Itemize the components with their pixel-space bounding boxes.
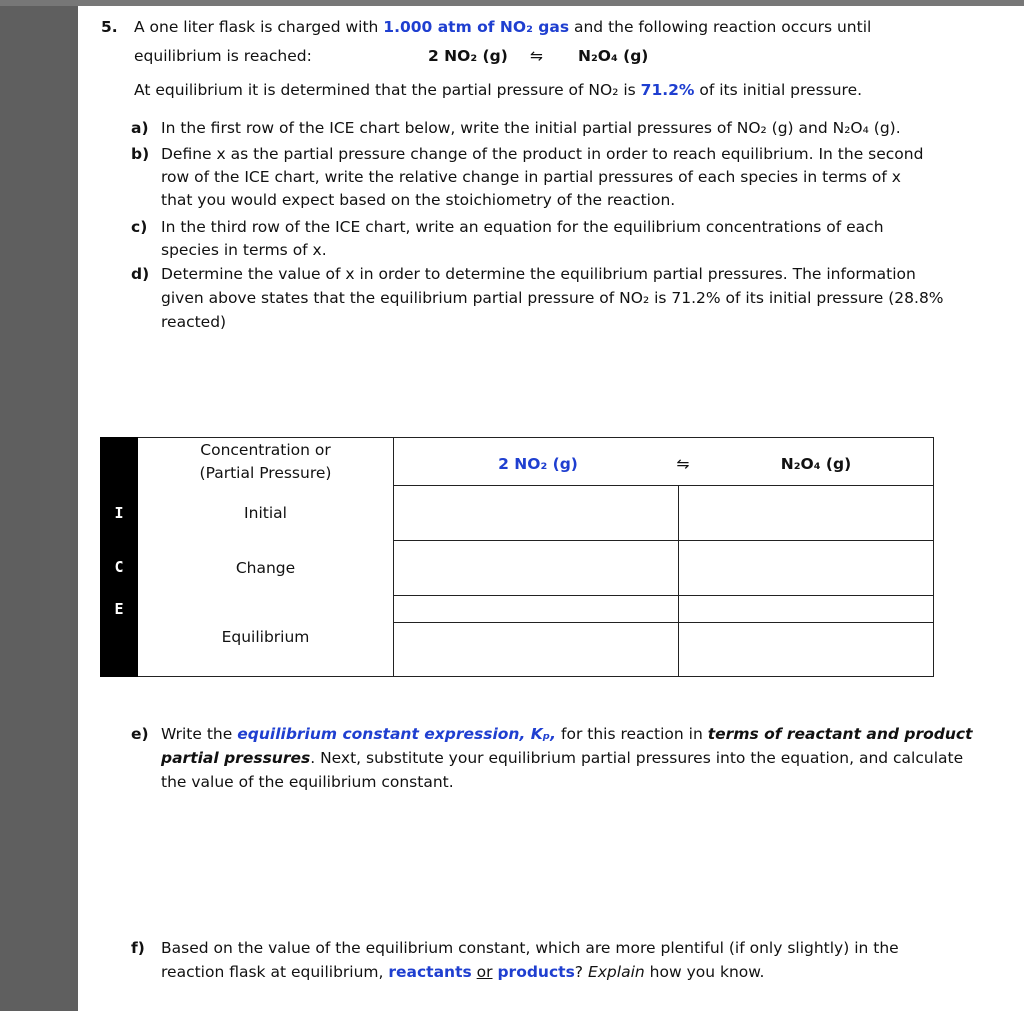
equilibrium-percent: 71.2% <box>640 81 695 99</box>
kp-term: equilibrium constant expression, Kₚ, <box>237 725 557 743</box>
part-e-line3: the value of the equilibrium constant. <box>161 773 454 791</box>
ice-chart-table <box>138 437 934 677</box>
ice-letter-i: I <box>114 504 124 522</box>
part-f-line1: Based on the value of the equilibrium constant, which are more plentiful (if only slightly) in the <box>161 939 899 957</box>
reaction-product: N₂O₄ (g) <box>578 47 649 65</box>
part-d-label: d) <box>131 265 150 283</box>
ice-row-equilibrium: Equilibrium <box>221 628 310 646</box>
part-c-line2: species in terms of x. <box>161 241 327 259</box>
ice-letter-bar <box>100 437 138 677</box>
ice-cell-initial-product[interactable] <box>679 486 933 540</box>
ice-row-initial: Initial <box>244 504 287 522</box>
ice-cell-initial-reactant[interactable] <box>394 486 678 540</box>
question-intro-line2: equilibrium is reached: <box>134 47 312 65</box>
ice-header-product: N₂O₄ (g) <box>780 455 852 473</box>
question-number: 5. <box>101 18 118 36</box>
ice-cell-equilibrium-reactant[interactable] <box>394 623 678 676</box>
part-d-line2: given above states that the equilibrium partial pressure of NO₂ is 71.2% of its initial pressure (28.8% <box>161 289 944 307</box>
reaction-reactant: 2 NO₂ (g) <box>428 47 508 65</box>
part-d-line1: Determine the value of x in order to determine the equilibrium partial pressures. The information <box>161 265 916 283</box>
ice-cell-change-reactant[interactable] <box>394 541 678 595</box>
reactants-term: reactants <box>388 963 472 981</box>
part-b-line2: row of the ICE chart, write the relative change in partial pressures of each species in terms of x <box>161 168 901 186</box>
part-b-line1: Define x as the partial pressure change of the product in order to reach equilibrium. In the second <box>161 145 924 163</box>
ice-cell-change-product[interactable] <box>679 541 933 595</box>
part-d-line3: reacted) <box>161 313 227 331</box>
part-e-label: e) <box>131 725 149 743</box>
part-b-label: b) <box>131 145 150 163</box>
part-a-label: a) <box>131 119 149 137</box>
part-c-line1: In the third row of the ICE chart, write an equation for the equilibrium concentrations of each <box>161 218 884 236</box>
part-e-line2: partial pressures. Next, substitute your equilibrium partial pressures into the equation, and calculate <box>161 749 964 767</box>
products-term: products <box>497 963 575 981</box>
equilibrium-statement: At equilibrium it is determined that the partial pressure of NO₂ is 71.2% of its initial pressure. <box>134 81 863 99</box>
part-e-line1: Write the equilibrium constant expression, Kₚ, for this reaction in terms of reactant and product <box>161 725 973 743</box>
initial-amount: 1.000 atm of NO₂ gas <box>383 18 570 36</box>
ice-header-label: Concentration or (Partial Pressure) <box>199 441 332 482</box>
ice-arrow-icon: ⇋ <box>676 455 690 473</box>
ice-letter-e: E <box>114 600 124 618</box>
part-f-label: f) <box>131 939 145 957</box>
equilibrium-arrow-icon: ⇋ <box>530 47 543 65</box>
part-b-line3: that you would expect based on the stoichiometry of the reaction. <box>161 191 676 209</box>
part-c-label: c) <box>131 218 148 236</box>
ice-header-reactant: 2 NO₂ (g) <box>498 455 578 473</box>
part-a-text: In the first row of the ICE chart below, write the initial partial pressures of NO₂ (g) and N₂O₄ (g). <box>161 119 901 137</box>
question-intro-line: A one liter flask is charged with 1.000 atm of NO₂ gas and the following reaction occurs until <box>134 18 872 36</box>
part-f-line2: reaction flask at equilibrium, reactants or products? Explain how you know. <box>161 963 765 981</box>
ice-letter-c: C <box>114 558 124 576</box>
ice-row-change: Change <box>235 559 296 577</box>
ice-cell-equilibrium-product[interactable] <box>679 623 933 676</box>
